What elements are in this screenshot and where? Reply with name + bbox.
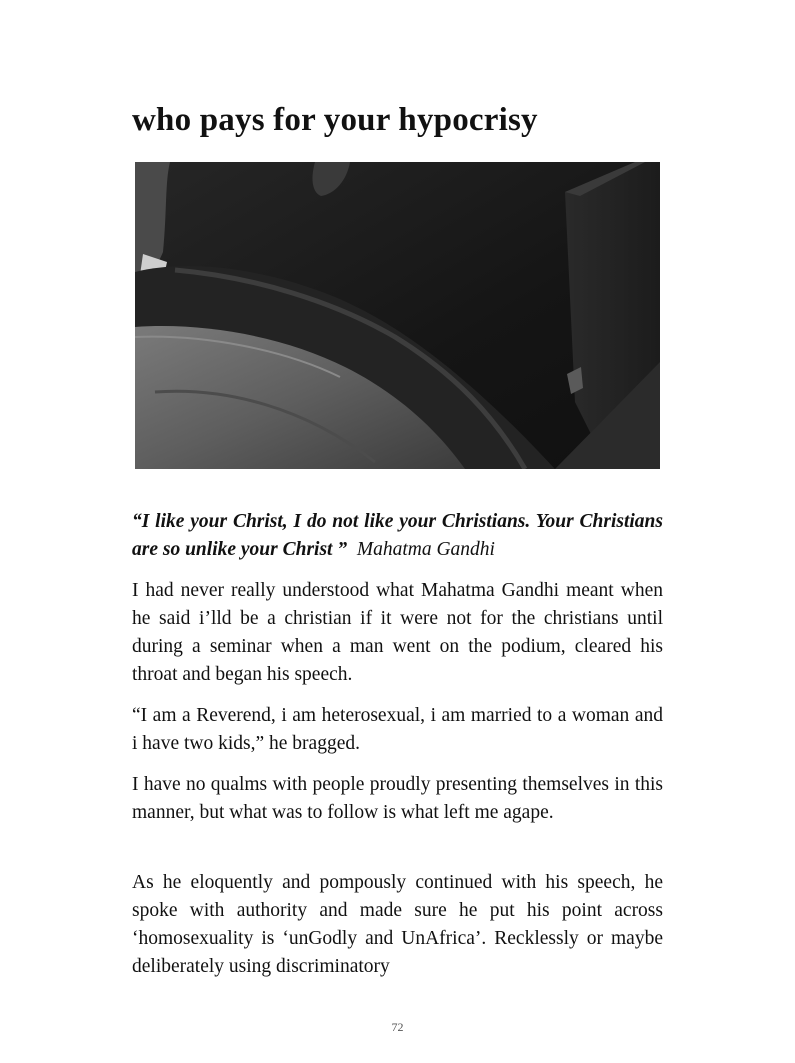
photo-illustration [135, 162, 660, 469]
paragraph: “I am a Reverend, i am heterosexual, i am married to a woman and i have two kids,” he bragged. [132, 705, 663, 754]
paragraph: I had never really understood what Mahatma Gandhi meant when he said i’lld be a christian if it were not for the christians until during a seminar when a man went on the podium, cleared his throat and began his speech. [132, 580, 663, 685]
paragraph: As he eloquently and pompously continued with his speech, he spoke with authority and made sure he put his point across ‘homosexuality is ‘unGodly and UnAfrica’. Recklessly or maybe deliberately using discriminatory [132, 872, 663, 977]
gandhi-quote [132, 508, 663, 564]
paragraph: I have no qualms with people proudly presenting themselves in this manner, but what was to follow is what left me agape. [132, 774, 663, 823]
page-title: who pays for your hypocrisy [132, 102, 538, 138]
quote-text: “I like your Christ, I do not like your Christians. Your Christians are so unlike your Christ ” [132, 511, 663, 560]
photo-pastor-collar [135, 162, 660, 469]
page-number: 72 [391, 1020, 404, 1034]
quote-author: Mahatma Gandhi [356, 539, 495, 560]
